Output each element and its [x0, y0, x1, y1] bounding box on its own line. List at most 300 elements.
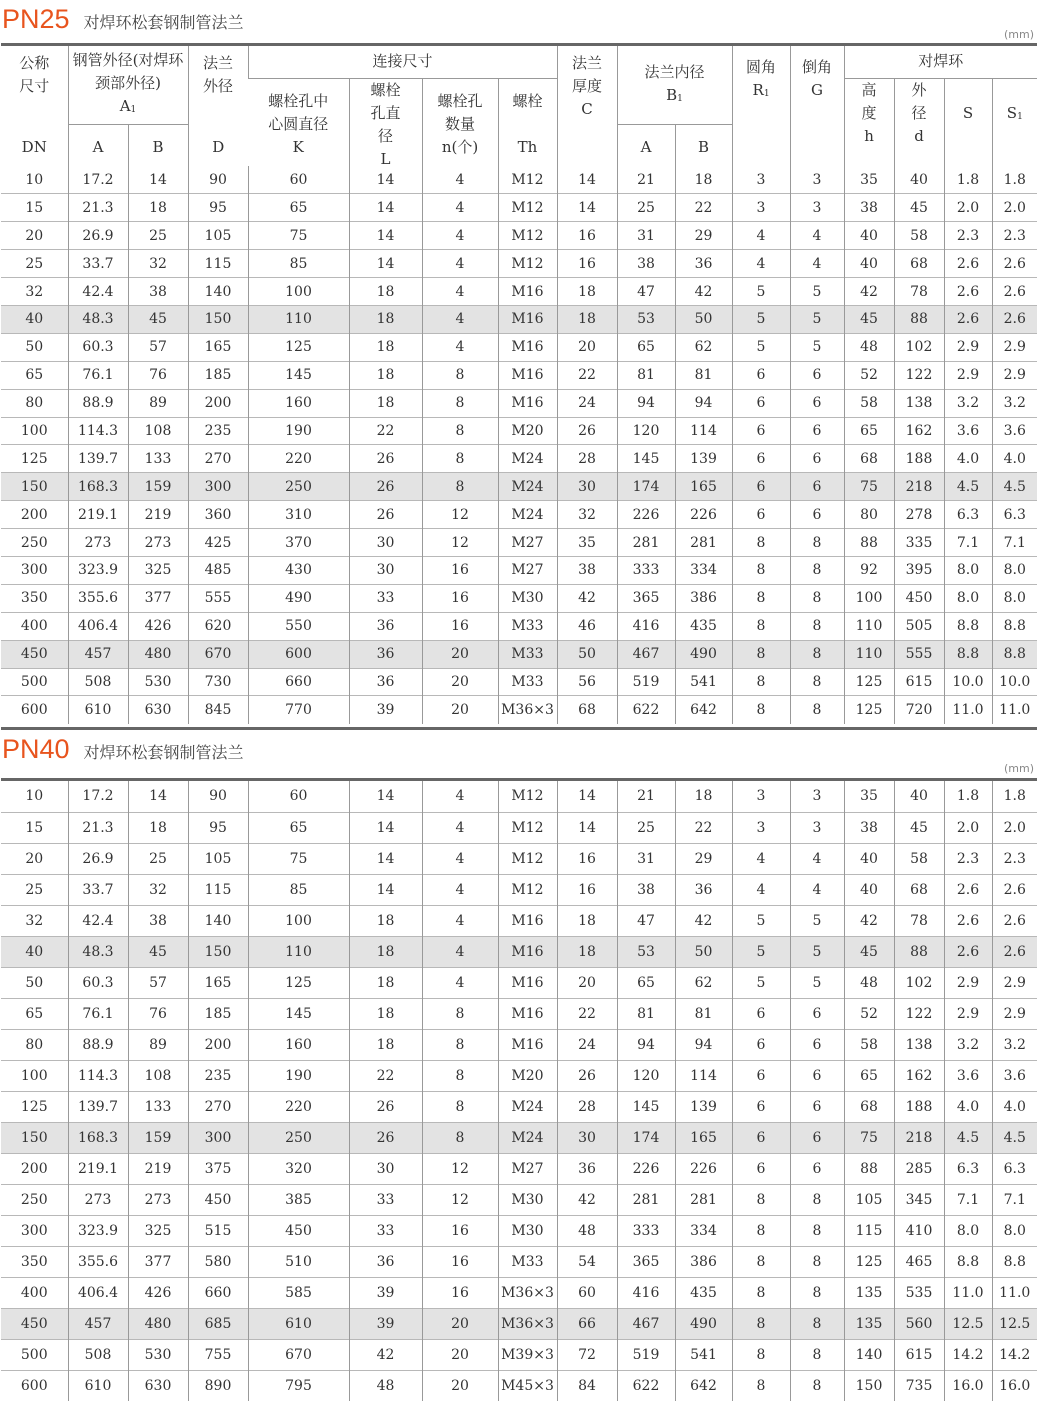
- table-cell: 2.3: [992, 843, 1037, 874]
- table-cell: 14: [128, 166, 188, 194]
- table-cell: 120: [617, 417, 675, 445]
- table-cell: M24: [498, 1122, 557, 1153]
- table-cell: 4.5: [992, 473, 1037, 501]
- table-cell: 377: [128, 1246, 188, 1277]
- table-cell: 88.9: [68, 1029, 128, 1060]
- table-cell: 100: [844, 584, 894, 612]
- table-cell: 2.9: [944, 967, 992, 998]
- table-cell: 6: [732, 1091, 790, 1122]
- table-cell: 50: [1, 333, 68, 361]
- table-cell: 300: [188, 1122, 248, 1153]
- table-cell: 56: [557, 668, 617, 696]
- table-cell: 8: [422, 445, 498, 473]
- header-connection: 连接尺寸: [248, 46, 557, 78]
- table-cell: 88: [894, 305, 944, 333]
- table-cell: 84: [557, 1370, 617, 1401]
- table-cell: 190: [248, 417, 349, 445]
- table-cell: 3: [790, 781, 844, 812]
- table-cell: 370: [248, 529, 349, 557]
- table-cell: 4.0: [944, 1091, 992, 1122]
- pn40-subtitle: 对焊环松套钢制管法兰: [83, 743, 244, 762]
- table-cell: 3: [732, 781, 790, 812]
- table-cell: 541: [675, 668, 732, 696]
- table-cell: 20: [422, 668, 498, 696]
- table-cell: 200: [1, 1153, 68, 1184]
- table-cell: 29: [675, 222, 732, 250]
- table-row: [1, 1277, 1037, 1308]
- table-cell: 333: [617, 1215, 675, 1246]
- table-cell: 8.0: [992, 556, 1037, 584]
- table-cell: 467: [617, 1308, 675, 1339]
- table-row: [1, 1091, 1037, 1122]
- table-cell: 36: [675, 874, 732, 905]
- table-cell: M45×3: [498, 1370, 557, 1401]
- table-cell: 40: [844, 222, 894, 250]
- table-cell: 114: [675, 1060, 732, 1091]
- table-cell: 24: [557, 389, 617, 417]
- header-bolt-hole: 螺栓孔直径 L: [349, 78, 422, 171]
- table-cell: 450: [1, 1308, 68, 1339]
- table-cell: 10: [25, 788, 44, 805]
- table-cell: 5: [732, 936, 790, 967]
- table-cell: 12: [422, 501, 498, 529]
- table-cell: 31: [617, 222, 675, 250]
- header-thickness: 法兰厚度 C: [557, 46, 617, 125]
- table-cell: M12: [498, 812, 557, 843]
- table-cell: 11.0: [944, 696, 992, 724]
- table-cell: 68: [844, 445, 894, 473]
- table-cell: 22: [349, 1060, 422, 1091]
- table-cell: 6: [790, 361, 844, 389]
- table-row: [1, 473, 1037, 501]
- table-cell: 22: [349, 417, 422, 445]
- table-cell: 8: [422, 361, 498, 389]
- table-cell: 72: [557, 1339, 617, 1370]
- table-cell: 355.6: [68, 584, 128, 612]
- table-cell: 2.3: [992, 222, 1037, 250]
- table-cell: 11.0: [992, 1277, 1037, 1308]
- table-cell: 3.2: [992, 1029, 1037, 1060]
- table-cell: 2.6: [992, 305, 1037, 333]
- table-cell: 6.3: [992, 501, 1037, 529]
- table-cell: 25: [1, 250, 68, 278]
- table-cell: 20: [422, 1308, 498, 1339]
- table-cell: 122: [894, 361, 944, 389]
- table-cell: 4: [790, 222, 844, 250]
- table-cell: 26: [349, 445, 422, 473]
- table-cell: 32: [128, 874, 188, 905]
- table-cell: 386: [675, 1246, 732, 1277]
- table-cell: M16: [498, 333, 557, 361]
- table-cell: 8.8: [992, 1246, 1037, 1277]
- table-cell: 519: [617, 1339, 675, 1370]
- table-cell: 4: [790, 843, 844, 874]
- table-cell: 48.3: [68, 305, 128, 333]
- table-cell: 53: [617, 936, 675, 967]
- header-flange-id-a: A: [617, 125, 675, 171]
- pn25-unit: (mm): [1003, 28, 1034, 41]
- table-cell: 54: [557, 1246, 617, 1277]
- table-row: [1, 668, 1037, 696]
- table-cell: 519: [617, 668, 675, 696]
- table-cell: 168.3: [68, 473, 128, 501]
- table-cell: 505: [894, 612, 944, 640]
- table-cell: 220: [248, 1091, 349, 1122]
- pn25-table-body: [1, 166, 1037, 724]
- table-cell: 1.8: [992, 166, 1037, 194]
- table-cell: 94: [675, 389, 732, 417]
- table-cell: 541: [675, 1339, 732, 1370]
- table-cell: 4: [732, 843, 790, 874]
- table-cell: 68: [844, 1091, 894, 1122]
- table-cell: 2.6: [992, 936, 1037, 967]
- table-cell: 33: [349, 584, 422, 612]
- table-cell: 160: [248, 1029, 349, 1060]
- table-row: [1, 333, 1037, 361]
- table-cell: 4: [422, 843, 498, 874]
- table-cell: 125: [844, 696, 894, 724]
- header-flange-od-symbol: D: [188, 125, 248, 171]
- table-cell: 110: [844, 640, 894, 668]
- table-cell: M24: [498, 473, 557, 501]
- table-cell: 630: [128, 696, 188, 724]
- table-cell: 4: [422, 250, 498, 278]
- table-cell: 26.9: [68, 843, 128, 874]
- table-cell: 3: [790, 812, 844, 843]
- table-cell: 18: [349, 998, 422, 1029]
- table-cell: 2.6: [992, 905, 1037, 936]
- table-cell: 75: [248, 222, 349, 250]
- table-cell: 8: [732, 612, 790, 640]
- table-cell: 89: [128, 389, 188, 417]
- pn40-table-body: [1, 781, 1037, 1401]
- table-cell: 14: [557, 812, 617, 843]
- table-cell: 62: [675, 967, 732, 998]
- table-cell: 16: [422, 556, 498, 584]
- table-cell: 25: [617, 812, 675, 843]
- table-cell: 6: [790, 1153, 844, 1184]
- table-cell: 90: [188, 781, 248, 812]
- table-cell: 8: [790, 1339, 844, 1370]
- table-cell: 125: [1, 1091, 68, 1122]
- table-cell: 685: [188, 1308, 248, 1339]
- table-cell: 273: [68, 529, 128, 557]
- table-cell: 6: [732, 361, 790, 389]
- table-row: [1, 278, 1037, 306]
- table-cell: 28: [557, 445, 617, 473]
- table-cell: 2.6: [944, 874, 992, 905]
- table-cell: 81: [617, 998, 675, 1029]
- table-cell: 416: [617, 1277, 675, 1308]
- table-cell: 20: [1, 843, 68, 874]
- table-cell: 57: [128, 333, 188, 361]
- table-cell: M16: [498, 905, 557, 936]
- table-cell: 85: [248, 874, 349, 905]
- table-cell: 5: [790, 305, 844, 333]
- table-cell: 75: [844, 473, 894, 501]
- table-cell: 8: [422, 1091, 498, 1122]
- table-cell: 48: [844, 967, 894, 998]
- table-cell: 17.2: [68, 781, 128, 812]
- table-cell: 3: [790, 166, 844, 194]
- table-cell: 6: [732, 1060, 790, 1091]
- table-cell: 8: [732, 1370, 790, 1401]
- table-cell: 88.9: [68, 389, 128, 417]
- table-cell: 10.0: [944, 668, 992, 696]
- table-cell: 8: [422, 1029, 498, 1060]
- header-bolt: 螺栓 Th: [498, 78, 557, 171]
- table-cell: 94: [617, 389, 675, 417]
- table-cell: 660: [248, 668, 349, 696]
- table-cell: 6: [732, 1122, 790, 1153]
- table-cell: 60: [248, 166, 349, 194]
- table-cell: M20: [498, 1060, 557, 1091]
- table-cell: 110: [248, 305, 349, 333]
- table-cell: 45: [844, 936, 894, 967]
- table-cell: 2.6: [944, 278, 992, 306]
- table-row: [1, 194, 1037, 222]
- header-fillet: 圆角 $R_1$: [732, 46, 790, 171]
- table-cell: 105: [188, 843, 248, 874]
- table-cell: 35: [557, 529, 617, 557]
- table-cell: 6: [790, 445, 844, 473]
- table-cell: 4: [732, 874, 790, 905]
- table-cell: 150: [1, 1122, 68, 1153]
- table-cell: 5: [732, 305, 790, 333]
- table-cell: 355.6: [68, 1246, 128, 1277]
- table-row: [1, 584, 1037, 612]
- table-cell: 2.9: [992, 967, 1037, 998]
- table-cell: 95: [188, 812, 248, 843]
- table-cell: 85: [248, 250, 349, 278]
- header-dn-symbol: DN: [21, 138, 47, 157]
- table-cell: 555: [894, 640, 944, 668]
- table-cell: 10.0: [992, 668, 1037, 696]
- table-cell: 730: [188, 668, 248, 696]
- table-cell: 416: [617, 612, 675, 640]
- table-cell: 435: [675, 1277, 732, 1308]
- table-cell: 159: [128, 473, 188, 501]
- table-cell: 65: [1, 998, 68, 1029]
- table-cell: 8.8: [992, 612, 1037, 640]
- table-cell: 40: [844, 843, 894, 874]
- table-row: [1, 905, 1037, 936]
- table-cell: 40: [844, 874, 894, 905]
- table-cell: 174: [617, 473, 675, 501]
- table-cell: 450: [894, 584, 944, 612]
- table-cell: M24: [498, 501, 557, 529]
- table-cell: M12: [498, 222, 557, 250]
- table-cell: 6: [790, 1091, 844, 1122]
- table-cell: M12: [498, 166, 557, 194]
- table-cell: 46: [557, 612, 617, 640]
- header-s1: $S_1$: [992, 78, 1037, 171]
- table-cell: 14: [557, 194, 617, 222]
- table-cell: 8: [732, 1184, 790, 1215]
- table-cell: 57: [128, 967, 188, 998]
- table-cell: 4: [422, 278, 498, 306]
- table-cell: 100: [1, 417, 68, 445]
- table-row: [1, 936, 1037, 967]
- table-cell: 10: [25, 171, 44, 188]
- table-cell: 226: [675, 1153, 732, 1184]
- table-cell: 40: [894, 166, 944, 194]
- table-cell: 88: [844, 1153, 894, 1184]
- table-cell: 8: [790, 529, 844, 557]
- table-cell: 406.4: [68, 1277, 128, 1308]
- table-cell: 600: [248, 640, 349, 668]
- table-cell: 14: [557, 166, 617, 194]
- table-cell: 6: [790, 1029, 844, 1060]
- table-cell: 32: [1, 278, 68, 306]
- table-cell: 115: [844, 1215, 894, 1246]
- table-cell: 26: [349, 1091, 422, 1122]
- table-cell: 35: [844, 166, 894, 194]
- table-row: [1, 1370, 1037, 1401]
- table-row: [1, 305, 1037, 333]
- table-cell: 6: [790, 417, 844, 445]
- table-cell: 3: [732, 194, 790, 222]
- table-cell: 14: [349, 812, 422, 843]
- table-cell: 8: [790, 556, 844, 584]
- table-cell: 76.1: [68, 361, 128, 389]
- table-cell: 139.7: [68, 1091, 128, 1122]
- table-cell: 8.8: [944, 612, 992, 640]
- table-cell: 2.0: [992, 812, 1037, 843]
- table-cell: 200: [188, 389, 248, 417]
- table-row: [1, 361, 1037, 389]
- table-cell: 4.5: [944, 473, 992, 501]
- table-cell: 20: [422, 1339, 498, 1370]
- table-cell: 45: [128, 936, 188, 967]
- table-cell: 38: [844, 812, 894, 843]
- table-row: [1, 1184, 1037, 1215]
- table-cell: 80: [844, 501, 894, 529]
- header-dn-label: 公称尺寸: [19, 54, 50, 95]
- table-cell: 6: [790, 389, 844, 417]
- table-cell: 81: [675, 361, 732, 389]
- table-cell: 323.9: [68, 556, 128, 584]
- table-cell: 30: [349, 1153, 422, 1184]
- table-cell: 14.2: [992, 1339, 1037, 1370]
- header-flange-id-b: B: [675, 125, 732, 171]
- table-cell: 185: [188, 998, 248, 1029]
- table-cell: 105: [844, 1184, 894, 1215]
- table-cell: M12: [498, 843, 557, 874]
- table-cell: 14: [349, 222, 422, 250]
- table-cell: 350: [1, 584, 68, 612]
- table-cell: M12: [498, 781, 557, 812]
- pn40-title-row: [0, 734, 244, 774]
- header-flange-id: 法兰内径 $B_1$: [617, 46, 732, 125]
- table-cell: 58: [844, 1029, 894, 1060]
- table-cell: 465: [894, 1246, 944, 1277]
- table-cell: 150: [1, 473, 68, 501]
- pn40-data-table: [1, 781, 1037, 1401]
- table-cell: 48: [349, 1370, 422, 1401]
- table-cell: 7.1: [944, 529, 992, 557]
- table-cell: 150: [188, 305, 248, 333]
- table-cell: M16: [498, 1029, 557, 1060]
- table-cell: 12: [422, 529, 498, 557]
- table-cell: 80: [1, 389, 68, 417]
- header-s: S: [944, 78, 992, 171]
- table-cell: 2.0: [944, 194, 992, 222]
- table-cell: 4.0: [944, 445, 992, 473]
- table-cell: 174: [617, 1122, 675, 1153]
- table-cell: 3.2: [944, 1029, 992, 1060]
- table-cell: M12: [498, 250, 557, 278]
- table-cell: 18: [349, 333, 422, 361]
- table-cell: 188: [894, 1091, 944, 1122]
- table-cell: 18: [675, 781, 732, 812]
- table-row: [1, 529, 1037, 557]
- table-cell: M33: [498, 1246, 557, 1277]
- table-row: [1, 1246, 1037, 1277]
- table-cell: 20: [422, 696, 498, 724]
- table-cell: 26: [557, 1060, 617, 1091]
- table-row: [1, 998, 1037, 1029]
- table-cell: 48: [844, 333, 894, 361]
- table-cell: 11.0: [944, 1277, 992, 1308]
- table-cell: 14: [349, 781, 422, 812]
- table-cell: 35: [844, 781, 894, 812]
- table-cell: 66: [557, 1308, 617, 1339]
- table-cell: 450: [248, 1215, 349, 1246]
- table-cell: M33: [498, 668, 557, 696]
- table-cell: 4: [422, 812, 498, 843]
- table-cell: 16: [422, 1215, 498, 1246]
- table-cell: 45: [844, 305, 894, 333]
- table-cell: 560: [894, 1308, 944, 1339]
- table-cell: 8: [422, 473, 498, 501]
- table-cell: 125: [248, 967, 349, 998]
- table-cell: 133: [128, 445, 188, 473]
- table-cell: 18: [128, 812, 188, 843]
- table-row: [1, 445, 1037, 473]
- table-cell: 500: [1, 668, 68, 696]
- table-cell: 139: [675, 445, 732, 473]
- table-cell: 25: [1, 874, 68, 905]
- table-cell: 8: [732, 529, 790, 557]
- table-cell: 8.0: [992, 1215, 1037, 1246]
- table-cell: 21.3: [68, 194, 128, 222]
- table-cell: 58: [894, 222, 944, 250]
- table-cell: 89: [128, 1029, 188, 1060]
- table-cell: 80: [1, 1029, 68, 1060]
- table-cell: M36×3: [498, 1308, 557, 1339]
- table-cell: 115: [188, 250, 248, 278]
- table-cell: 5: [732, 333, 790, 361]
- table-cell: 2.6: [992, 874, 1037, 905]
- table-cell: 218: [894, 1122, 944, 1153]
- table-cell: 95: [188, 194, 248, 222]
- table-cell: 75: [844, 1122, 894, 1153]
- table-cell: 6.3: [944, 1153, 992, 1184]
- table-cell: 45: [894, 194, 944, 222]
- table-cell: 285: [894, 1153, 944, 1184]
- table-cell: 76: [128, 361, 188, 389]
- table-cell: 580: [188, 1246, 248, 1277]
- table-cell: M30: [498, 584, 557, 612]
- table-cell: 386: [675, 584, 732, 612]
- table-cell: 490: [675, 640, 732, 668]
- table-cell: 150: [188, 936, 248, 967]
- table-cell: 2.3: [944, 222, 992, 250]
- table-cell: 6: [732, 445, 790, 473]
- table-cell: 12.5: [944, 1308, 992, 1339]
- table-cell: 53: [617, 305, 675, 333]
